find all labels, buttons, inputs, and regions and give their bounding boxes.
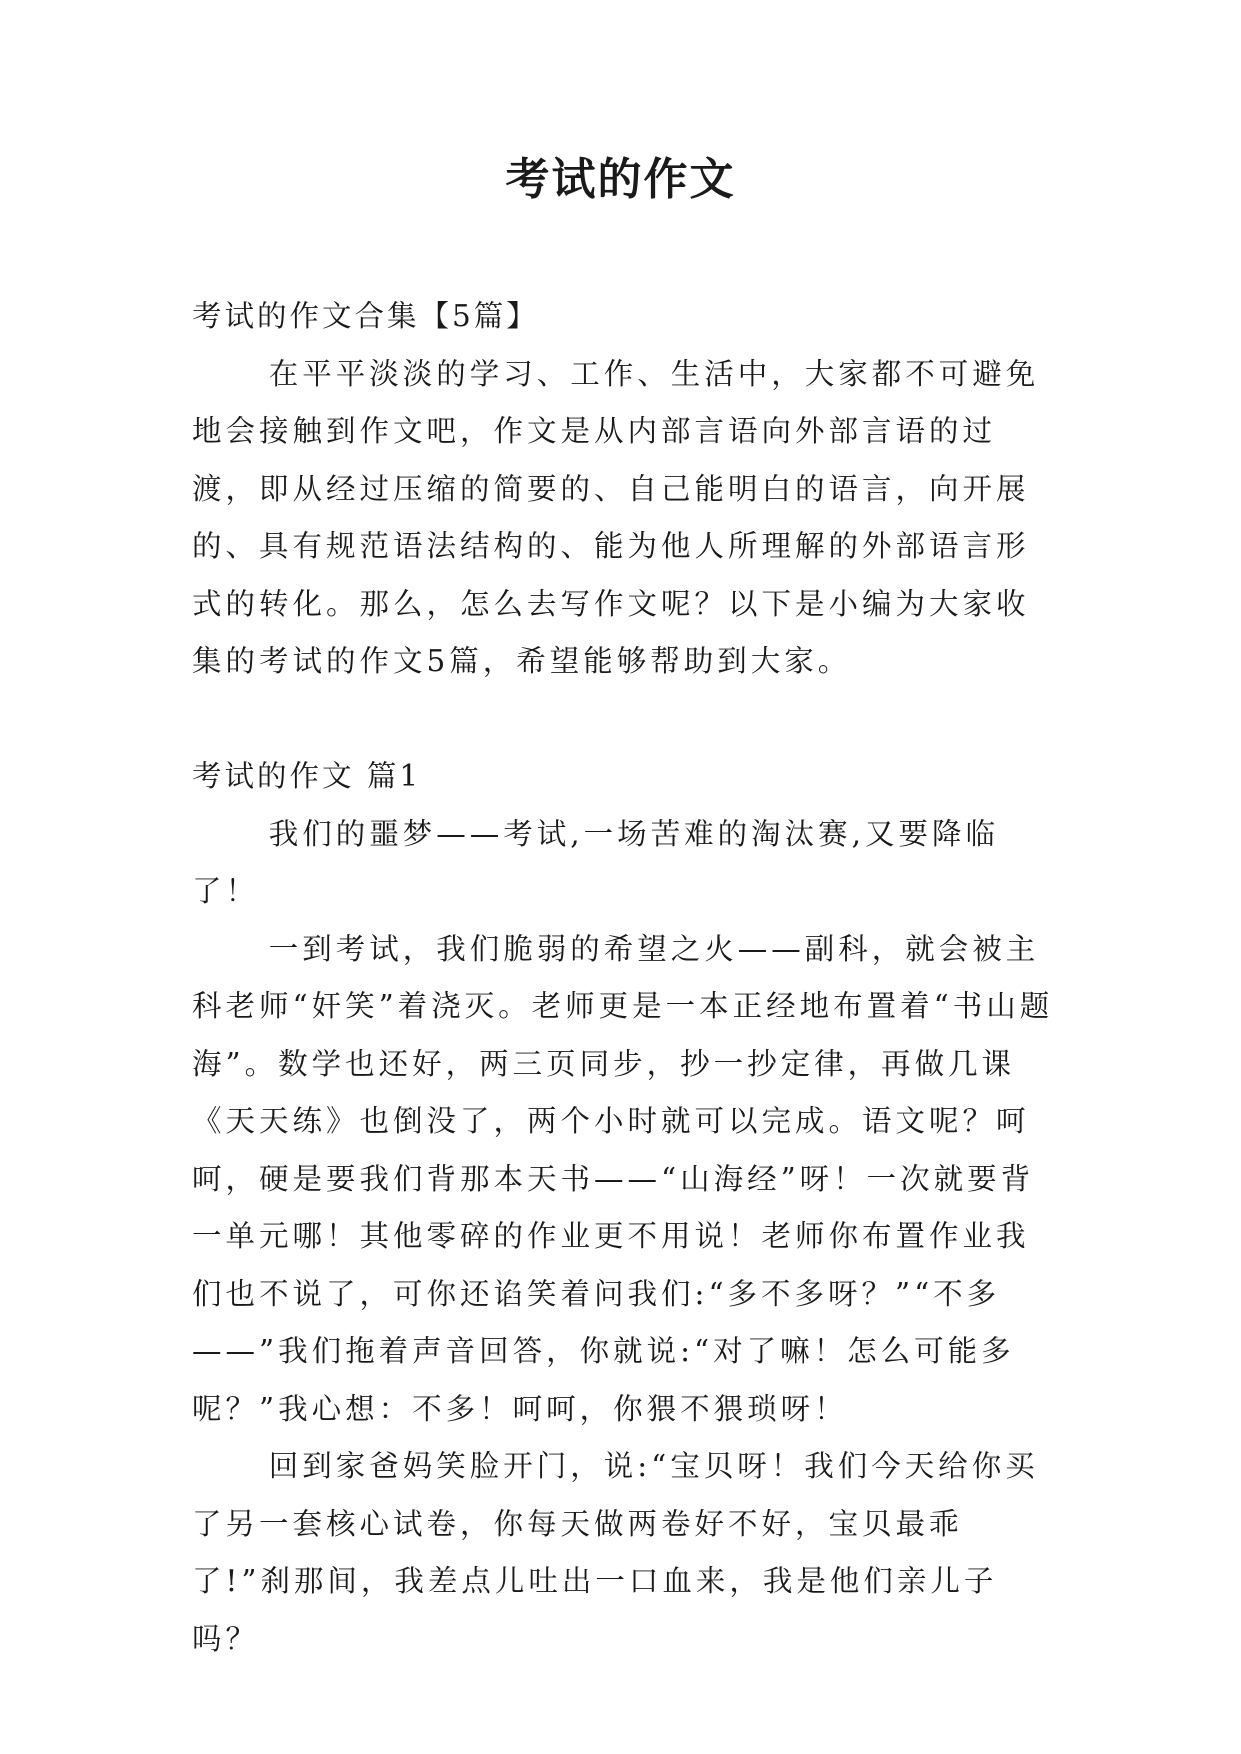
body-paragraph: 回到家爸妈笑脸开门，说:“宝贝呀！我们今天给你买了另一套核心试卷，你每天做两卷好不好，宝贝最乖了!”刹那间，我差点儿吐出一口血来，我是他们亲儿子吗？ [192, 1449, 1039, 1656]
section-heading: 考试的作文 篇1 [192, 759, 422, 793]
section-spacer [192, 691, 1062, 749]
document-body [192, 288, 1062, 1668]
body-paragraph: 一到考试，我们脆弱的希望之火——副科，就会被主科老师“奸笑”着浇灭。老师更是一本正经地布置着“书山题海”。数学也还好，两三页同步，抄一抄定律，再做几课《天天练》也倒没了，两个小时就可以完成。语文呢？呵呵，硬是要我们背那本天书——“山海经”呀！一次就要背一单元哪！其他零碎的作业更不用说！老师你布置作业我们也不说了，可你还谄笑着问我们:“多不多呀？”“不多——”我们拖着声音回答，你就说:“对了嘛！怎么可能多呢？”我心想：不多！呵呵，你猥不猥琐呀！ [192, 931, 1054, 1426]
document-title: 考试的作文 [505, 154, 736, 205]
collection-heading: 考试的作文合集【5篇】 [192, 299, 539, 333]
body-paragraph: 我们的噩梦——考试,一场苦难的淘汰赛,又要降临了！ [192, 816, 999, 908]
intro-paragraph: 在平平淡淡的学习、工作、生活中，大家都不可避免地会接触到作文吧，作文是从内部言语向外部言语的过渡，即从经过压缩的简要的、自己能明白的语言，向开展的、具有规范语法结构的、能为他人所理解的外部语言形式的转化。那么，怎么去写作文呢？以下是小编为大家收集的考试的作文5篇，希望能够帮助到大家。 [192, 356, 1040, 678]
